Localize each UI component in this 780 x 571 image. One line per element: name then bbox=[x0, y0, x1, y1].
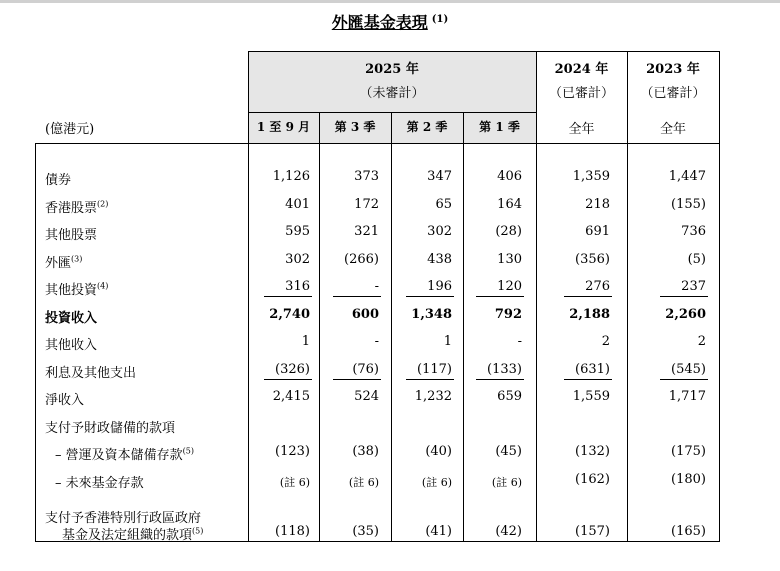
row-label-text: 其他股票 bbox=[45, 228, 98, 243]
cell-underline bbox=[264, 296, 312, 297]
table-cell: (註 6) bbox=[279, 476, 310, 489]
right-border bbox=[719, 51, 720, 542]
row-label bbox=[45, 169, 71, 188]
table-cell: 736 bbox=[681, 224, 706, 239]
cell-underline bbox=[264, 379, 312, 380]
table-cell: 1,359 bbox=[572, 169, 610, 184]
col-header-q1: 第 1 季 bbox=[479, 120, 520, 134]
table-cell: 218 bbox=[585, 197, 610, 212]
row-label bbox=[62, 524, 203, 543]
table-cell: 659 bbox=[497, 389, 522, 404]
unit-label: (億港元) bbox=[45, 122, 95, 137]
table-cell: 600 bbox=[351, 307, 379, 322]
table-cell: (132) bbox=[575, 444, 610, 459]
row-label bbox=[45, 362, 136, 381]
row-footnote: (2) bbox=[97, 199, 109, 209]
table-cell: 2 bbox=[601, 334, 610, 349]
table-cell: 1,447 bbox=[668, 169, 706, 184]
row-label-text: 外匯 bbox=[45, 256, 72, 271]
row-label-text: 基金及法定組織的款項 bbox=[62, 528, 193, 543]
table-cell: (175) bbox=[671, 444, 706, 459]
col-header-2023-full: 全年 bbox=[659, 122, 686, 137]
row-label-text: – 營運及資本儲備存款 bbox=[55, 448, 183, 463]
table-cell: 302 bbox=[285, 252, 310, 267]
row-label bbox=[45, 389, 84, 408]
table-cell: 65 bbox=[435, 197, 452, 212]
row-footnote: (4) bbox=[97, 281, 109, 291]
table-cell: 1 bbox=[301, 334, 310, 349]
table-cell: 321 bbox=[354, 224, 379, 239]
table-cell: 524 bbox=[354, 389, 379, 404]
table-cell: (35) bbox=[352, 524, 379, 539]
table-cell: 691 bbox=[585, 224, 610, 239]
table-cell: 130 bbox=[497, 252, 522, 267]
row-label bbox=[45, 224, 97, 243]
table-cell: (155) bbox=[671, 197, 706, 212]
row-label-text: 淨收入 bbox=[45, 393, 85, 408]
table-cell: 401 bbox=[285, 197, 310, 212]
year-2025-header: 2025 年 bbox=[365, 62, 419, 77]
cell-underline bbox=[660, 296, 708, 297]
table-cell: (76) bbox=[352, 362, 379, 377]
table-cell: (326) bbox=[275, 362, 310, 377]
row-label-text: 利息及其他支出 bbox=[45, 366, 137, 381]
page-title bbox=[0, 10, 780, 33]
title-text: 外匯基金表現 bbox=[331, 13, 428, 32]
table-cell: (註 6) bbox=[491, 476, 522, 489]
cell-underline bbox=[476, 296, 524, 297]
row-label bbox=[55, 472, 144, 491]
table-cell: (38) bbox=[352, 444, 379, 459]
table-cell: (165) bbox=[671, 524, 706, 539]
left-border bbox=[35, 143, 36, 542]
table-cell: (40) bbox=[425, 444, 452, 459]
table-cell: (5) bbox=[687, 252, 706, 267]
top-border bbox=[0, 0, 780, 3]
table-cell: (162) bbox=[575, 472, 610, 487]
header-bottom-rule bbox=[35, 143, 720, 144]
cell-underline bbox=[406, 379, 454, 380]
table-cell: 1,232 bbox=[414, 389, 452, 404]
table-cell: 237 bbox=[681, 279, 706, 294]
table-cell: 196 bbox=[427, 279, 452, 294]
row-footnote: (3) bbox=[71, 254, 83, 264]
table-cell: - bbox=[517, 334, 522, 349]
row-label-text: – 未來基金存款 bbox=[55, 476, 144, 491]
table-cell: 2 bbox=[697, 334, 706, 349]
table-cell: (註 6) bbox=[421, 476, 452, 489]
table-cell: - bbox=[374, 279, 379, 294]
table-cell: 406 bbox=[497, 169, 522, 184]
table-cell: (133) bbox=[487, 362, 522, 377]
cell-underline bbox=[476, 379, 524, 380]
row-label-text: 其他收入 bbox=[45, 338, 98, 353]
table-cell: 347 bbox=[427, 169, 452, 184]
col-header-q2: 第 2 季 bbox=[406, 120, 448, 134]
row-label-text: 香港股票 bbox=[45, 201, 98, 216]
table-cell: (266) bbox=[344, 252, 379, 267]
row-label-text: 債券 bbox=[45, 173, 72, 188]
table-cell: (註 6) bbox=[348, 476, 379, 489]
header-top-rule bbox=[248, 51, 720, 52]
row-label bbox=[45, 417, 175, 436]
status-2024-header: （已審計） bbox=[548, 86, 614, 101]
table-cell: (41) bbox=[425, 524, 452, 539]
year-2024-header: 2024 年 bbox=[554, 62, 609, 77]
title-footnote: (1) bbox=[431, 13, 449, 25]
row-label bbox=[55, 444, 194, 463]
table-cell: (123) bbox=[275, 444, 310, 459]
table-cell: 595 bbox=[285, 224, 310, 239]
cell-underline bbox=[660, 379, 708, 380]
row-label-text: 投資收入 bbox=[45, 311, 98, 326]
year-2023-header: 2023 年 bbox=[646, 62, 700, 77]
header-mid-rule bbox=[248, 112, 536, 113]
table-cell: 172 bbox=[354, 197, 379, 212]
cell-underline bbox=[406, 296, 454, 297]
table-cell: - bbox=[374, 334, 379, 349]
row-label-text: 支付予財政儲備的款項 bbox=[45, 421, 176, 436]
table-cell: 438 bbox=[427, 252, 452, 267]
table-cell: 164 bbox=[497, 197, 522, 212]
status-2025-header: （未審計） bbox=[359, 86, 425, 101]
cell-underline bbox=[564, 379, 612, 380]
row-label bbox=[45, 252, 82, 271]
row-label-text: 其他投資 bbox=[45, 283, 98, 298]
col-header-2024-full: 全年 bbox=[568, 122, 595, 137]
table-cell: (631) bbox=[575, 362, 610, 377]
row-label bbox=[45, 197, 108, 216]
col-header-q3: 第 3 季 bbox=[334, 120, 376, 134]
table-cell: 1,559 bbox=[572, 389, 610, 404]
row-label bbox=[45, 307, 97, 326]
cell-underline bbox=[333, 296, 381, 297]
table-cell: (118) bbox=[275, 524, 310, 539]
table-cell: (180) bbox=[671, 472, 706, 487]
table-cell: 2,260 bbox=[665, 307, 706, 322]
table-cell: 2,188 bbox=[569, 307, 610, 322]
table-cell: 373 bbox=[354, 169, 379, 184]
col-header-ytd: 1 至 9 月 bbox=[256, 120, 311, 134]
row-label-text: 支付予香港特別行政區政府 bbox=[45, 511, 202, 526]
row-footnote: (5) bbox=[182, 446, 194, 456]
table-cell: (28) bbox=[495, 224, 522, 239]
table-cell: 1,717 bbox=[668, 389, 706, 404]
table-cell: 302 bbox=[427, 224, 452, 239]
row-label bbox=[45, 279, 108, 298]
table-cell: 2,740 bbox=[269, 307, 310, 322]
table-cell: 276 bbox=[585, 279, 610, 294]
table-cell: 1,348 bbox=[411, 307, 452, 322]
table-cell: 2,415 bbox=[272, 389, 310, 404]
table-cell: 792 bbox=[494, 307, 522, 322]
table-cell: (545) bbox=[671, 362, 706, 377]
table-cell: (117) bbox=[417, 362, 452, 377]
table-cell: 1 bbox=[443, 334, 452, 349]
table-cell: 1,126 bbox=[272, 169, 310, 184]
status-2023-header: （已審計） bbox=[640, 86, 706, 101]
table-cell: (42) bbox=[495, 524, 522, 539]
table-cell: 120 bbox=[497, 279, 522, 294]
table-cell: (45) bbox=[495, 444, 522, 459]
cell-underline bbox=[333, 379, 381, 380]
table-cell: 316 bbox=[285, 279, 310, 294]
row-label bbox=[45, 334, 97, 353]
table-cell: (157) bbox=[575, 524, 610, 539]
row-footnote: (5) bbox=[192, 526, 204, 536]
table-cell: (356) bbox=[575, 252, 610, 267]
cell-underline bbox=[564, 296, 612, 297]
